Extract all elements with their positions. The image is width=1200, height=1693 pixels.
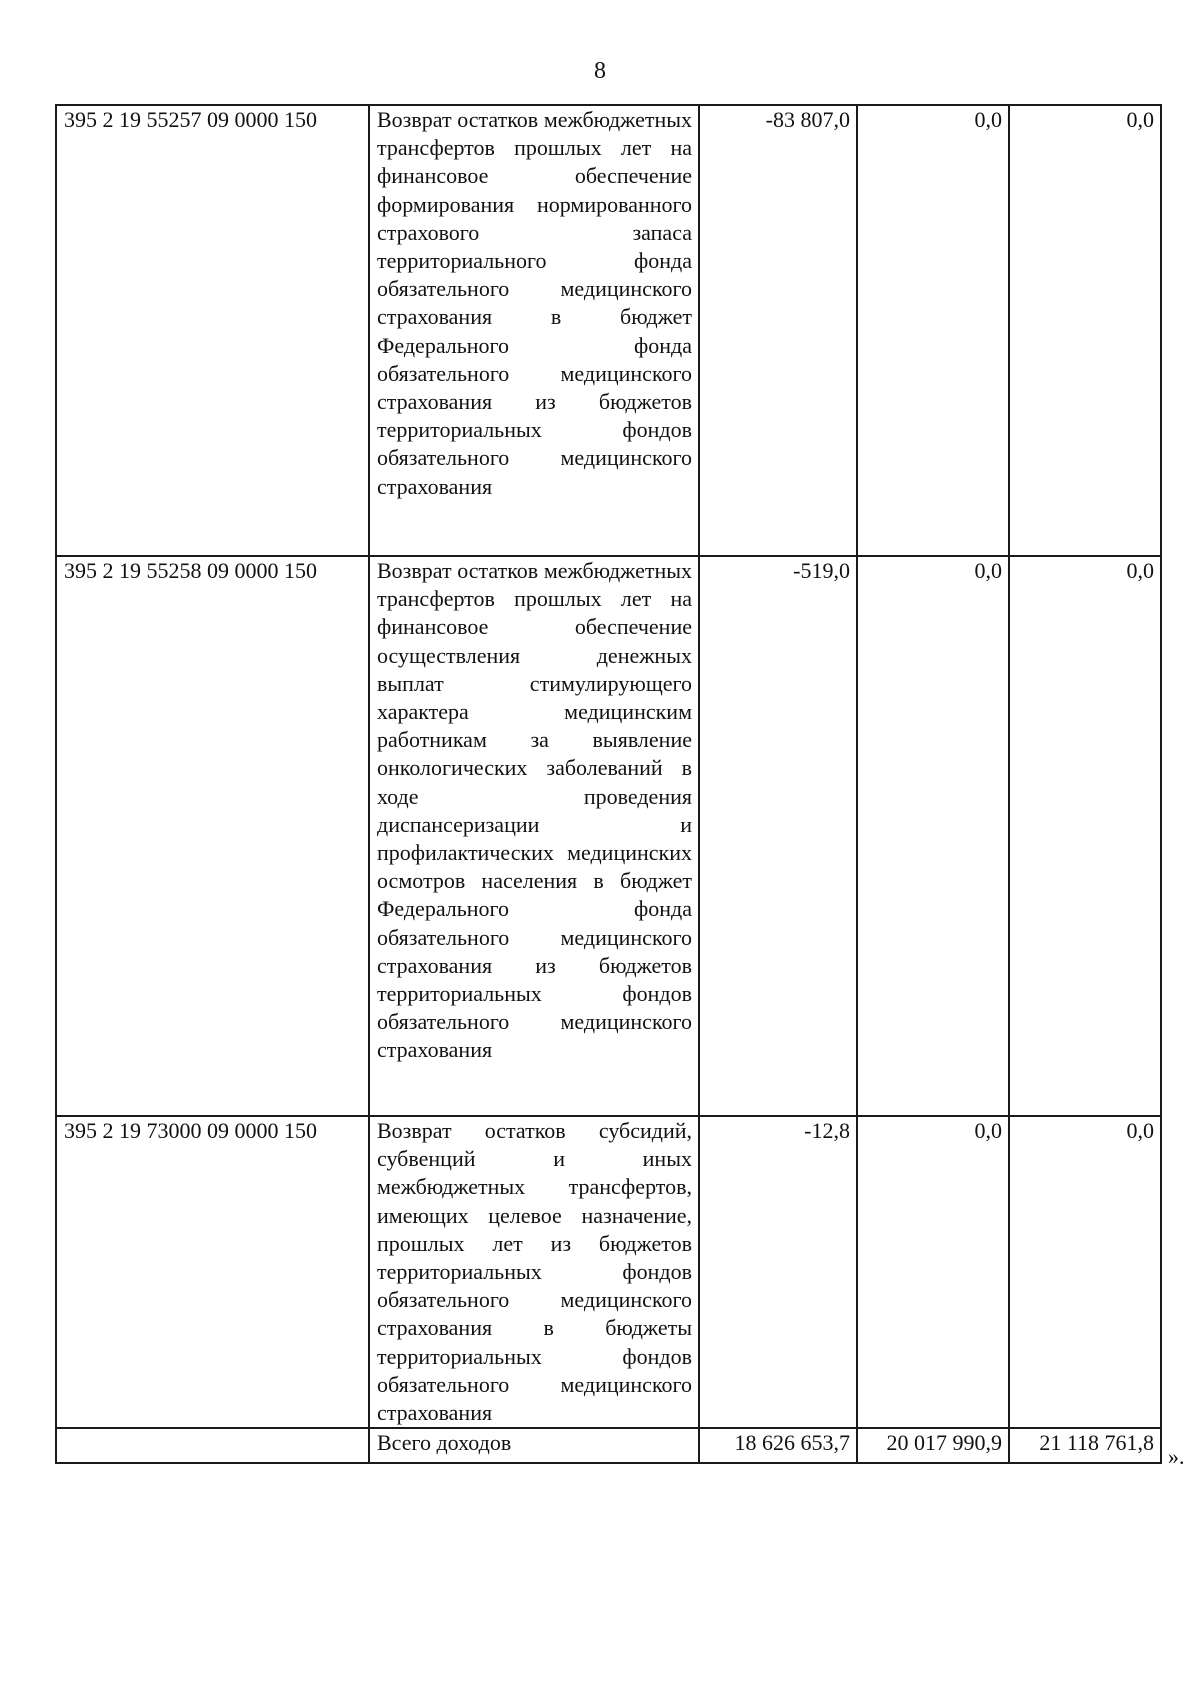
total-code-cell	[56, 1428, 369, 1463]
amount-year-1-cell: -519,0	[699, 556, 857, 1116]
budget-code-cell: 395 2 19 55257 09 0000 150	[56, 105, 369, 556]
total-label-cell: Всего доходов	[369, 1428, 699, 1463]
revenue-table	[55, 104, 1162, 1464]
amount-year-1-cell: -12,8	[699, 1116, 857, 1428]
income-name-cell: Возврат остатков межбюджетных трансфертов прошлых лет на финансовое обеспечение осуществления денежных выплат стимулирующего характера медицинским работникам за выявление онкологических заболеваний в ходе проведения диспансеризации и профилактических медицинских осмотров населения в бюджет Федерального фонда обязательного медицинского страхования из бюджетов территориальных фондов обязательного медицинского страхования	[369, 556, 699, 1116]
page-number: 8	[594, 58, 606, 84]
total-row	[56, 1428, 1161, 1463]
closing-quote-mark: ».	[1168, 1444, 1185, 1469]
amount-year-3-cell: 0,0	[1009, 1116, 1161, 1428]
amount-year-2-cell: 0,0	[857, 1116, 1009, 1428]
table-row	[56, 105, 1161, 556]
amount-year-3-cell: 0,0	[1009, 105, 1161, 556]
income-name-cell: Возврат остатков межбюджетных трансфертов прошлых лет на финансовое обеспечение формирования нормированного страхового запаса территориального фонда обязательного медицинского страхования в бюджет Федерального фонда обязательного медицинского страхования из бюджетов территориальных фондов обязательного медицинского страхования	[369, 105, 699, 556]
total-year-1-cell: 18 626 653,7	[699, 1428, 857, 1463]
amount-year-2-cell: 0,0	[857, 105, 1009, 556]
total-year-3-cell: 21 118 761,8	[1009, 1428, 1161, 1463]
table-row	[56, 556, 1161, 1116]
amount-year-3-cell: 0,0	[1009, 556, 1161, 1116]
income-name-cell: Возврат остатков субсидий, субвенций и иных межбюджетных трансфертов, имеющих целевое назначение, прошлых лет из бюджетов территориальных фондов обязательного медицинского страхования в бюджеты территориальных фондов обязательного медицинского страхования	[369, 1116, 699, 1428]
amount-year-1-cell: -83 807,0	[699, 105, 857, 556]
amount-year-2-cell: 0,0	[857, 556, 1009, 1116]
table-row	[56, 1116, 1161, 1428]
budget-code-cell: 395 2 19 73000 09 0000 150	[56, 1116, 369, 1428]
budget-code-cell: 395 2 19 55258 09 0000 150	[56, 556, 369, 1116]
total-year-2-cell: 20 017 990,9	[857, 1428, 1009, 1463]
